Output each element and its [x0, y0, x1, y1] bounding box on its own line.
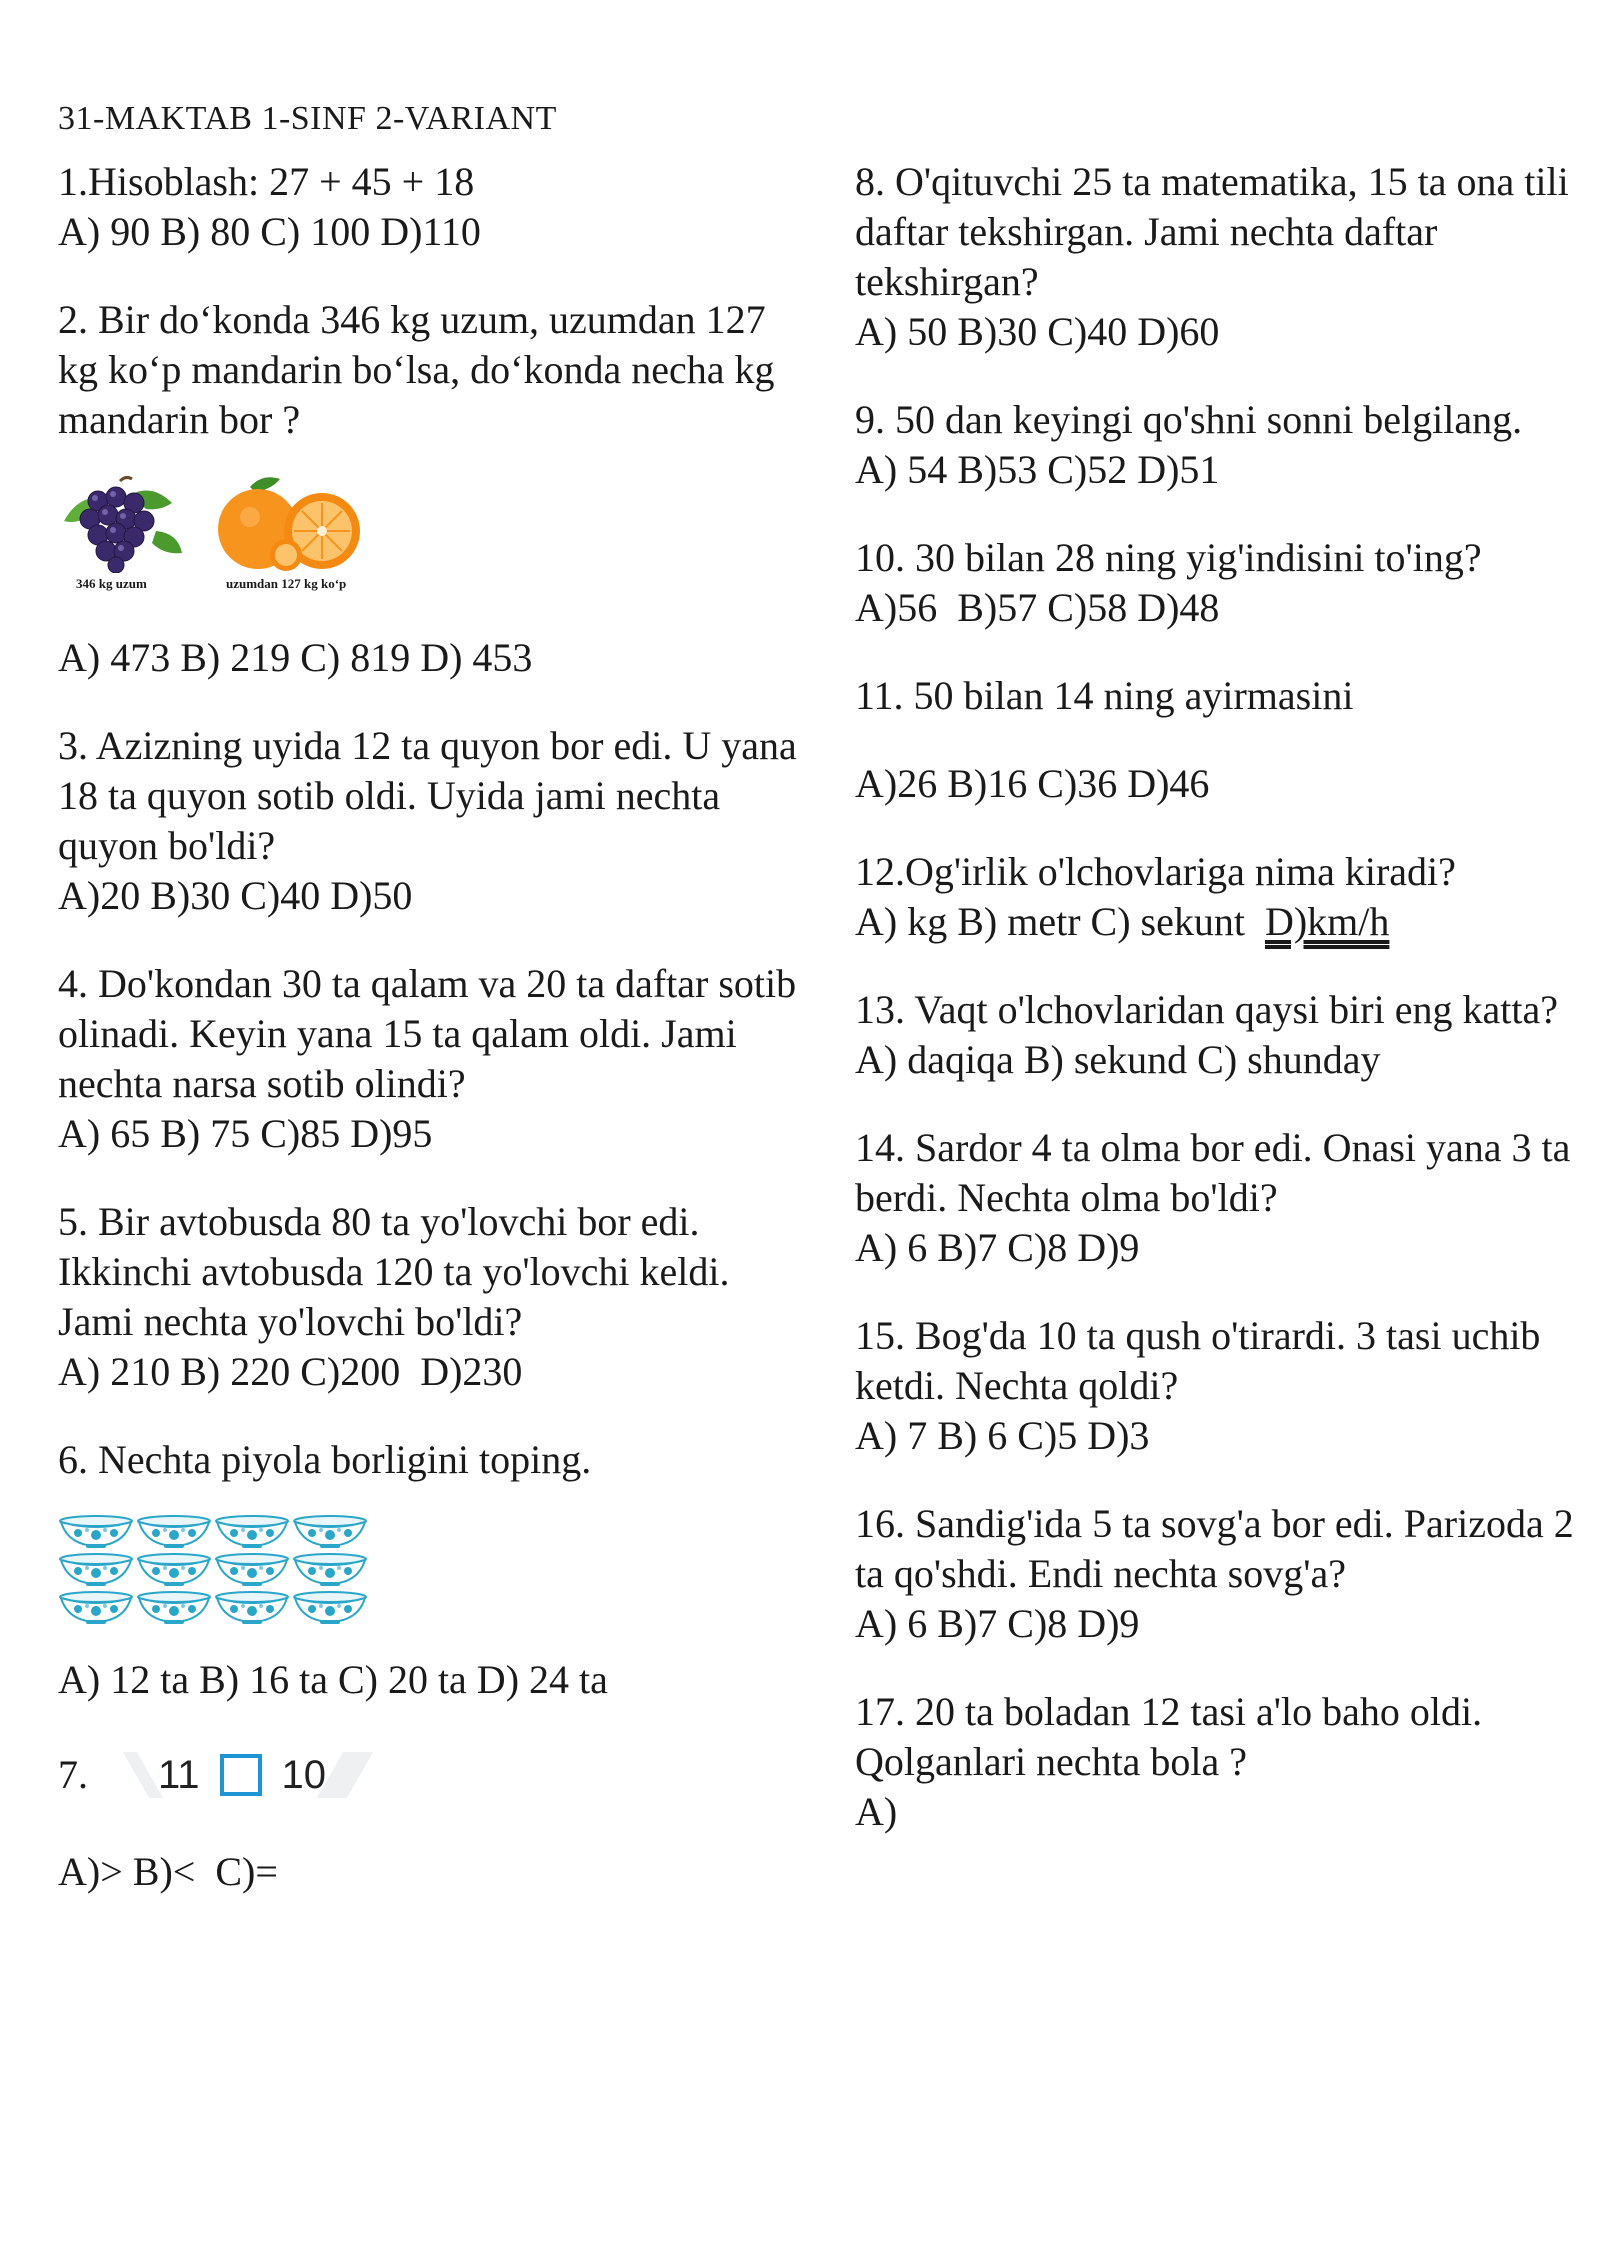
question-11: [855, 671, 1575, 809]
question-text: 5. Bir avtobusda 80 ta yo'lovchi bor edi. Ikkinchi avtobusda 120 ta yo'lovchi keldi. Jami nechta yo'lovchi bo'ldi?: [58, 1199, 730, 1344]
question-text: 16. Sandig'ida 5 ta sovg'a bor edi. Parizoda 2 ta qo'shdi. Endi nechta sovg'a?: [855, 1501, 1574, 1596]
bowls-figure: [58, 1511, 798, 1621]
answer-options: A)26 B)16 C)36 D)46: [855, 761, 1210, 806]
answer-options: A)20 B)30 C)40 D)50: [58, 873, 413, 918]
fruit-caption: 346 kg uzum: [76, 576, 147, 591]
question-text: 14. Sardor 4 ta olma bor edi. Onasi yana 3 ta berdi. Nechta olma bo'ldi?: [855, 1125, 1571, 1220]
question-16: [855, 1499, 1575, 1649]
question-text: 3. Azizning uyida 12 ta quyon bor edi. U yana 18 ta quyon sotib oldi. Uyida jami nechta quyon bo'ldi?: [58, 723, 797, 868]
answer-options: A) daqiqa B) sekund C) shunday: [855, 1037, 1381, 1082]
question-number: 7.: [58, 1752, 88, 1797]
question-9: [855, 395, 1575, 495]
question-text: 8. O'qituvchi 25 ta matematika, 15 ta ona tili daftar tekshirgan. Jami nechta daftar tekshirgan?: [855, 159, 1569, 304]
question-text: 12.Og'irlik o'lchovlariga nima kiradi?: [855, 849, 1456, 894]
compare-right-number: 10: [281, 1753, 327, 1797]
question-14: [855, 1123, 1575, 1273]
question-7-options: [58, 1847, 798, 1897]
bowl-icon: [136, 1587, 212, 1621]
answer-options: A) 473 B) 219 C) 819 D) 453: [58, 635, 533, 680]
orange-icon: [210, 473, 370, 585]
question-8: [855, 157, 1575, 357]
bowl-icon: [214, 1511, 290, 1545]
answer-options: A)> B)< C)=: [58, 1849, 278, 1894]
bowl-icon: [58, 1549, 134, 1583]
answer-options: [855, 897, 1575, 947]
question-text: 4. Do'kondan 30 ta qalam va 20 ta daftar sotib olinadi. Keyin yana 15 ta qalam oldi. Jami nechta narsa sotib olindi?: [58, 961, 797, 1106]
bowl-icon: [292, 1587, 368, 1621]
answer-options: A)56 B)57 C)58 D)48: [855, 585, 1220, 630]
question-3: [58, 721, 798, 921]
question-text: 10. 30 bilan 28 ning yig'indisini to'ing?: [855, 535, 1482, 580]
compare-left-number: 11: [158, 1753, 200, 1797]
fruit-figure: [58, 473, 798, 593]
question-2-options: [58, 633, 798, 683]
left-column: [58, 157, 798, 1935]
answer-options: A) 6 B)7 C)8 D)9: [855, 1601, 1140, 1646]
bowl-icon: [136, 1511, 212, 1545]
question-4: [58, 959, 798, 1159]
answer-options: A) 54 B)53 C)52 D)51: [855, 447, 1220, 492]
question-15: [855, 1311, 1575, 1461]
question-7: [58, 1743, 798, 1807]
answer-options: A) 12 ta B) 16 ta C) 20 ta D) 24 ta: [58, 1657, 608, 1702]
answer-options: A): [855, 1789, 898, 1834]
bowl-icon: [292, 1511, 368, 1545]
bowl-icon: [58, 1587, 134, 1621]
question-12: [855, 847, 1575, 947]
answer-options: A) 210 B) 220 C)200 D)230: [58, 1349, 523, 1394]
question-6-options: [58, 1655, 798, 1705]
right-column: [855, 157, 1575, 1875]
question-2: [58, 295, 798, 445]
bowl-icon: [136, 1549, 212, 1583]
answer-options: A) 7 B) 6 C)5 D)3: [855, 1413, 1150, 1458]
bowl-icon: [214, 1587, 290, 1621]
page-title: 31-MAKTAB 1-SINF 2-VARIANT: [58, 100, 557, 137]
answer-options: A) 50 B)30 C)40 D)60: [855, 309, 1220, 354]
question-6: [58, 1435, 798, 1485]
question-text: 11. 50 bilan 14 ning ayirmasini: [855, 673, 1354, 718]
question-17: [855, 1687, 1575, 1837]
answer-options: A) 65 B) 75 C)85 D)95: [58, 1111, 433, 1156]
answer-option-underlined: D)km/h: [1264, 899, 1390, 944]
question-text: 17. 20 ta boladan 12 tasi a'lo baho oldi. Qolganlari nechta bola ?: [855, 1689, 1483, 1784]
bowl-icon: [58, 1511, 134, 1545]
answer-options-main: A) kg B) metr C) sekunt: [855, 899, 1265, 944]
answer-options: A) 6 B)7 C)8 D)9: [855, 1225, 1140, 1270]
grapes-icon: [60, 473, 184, 585]
answer-options: A) 90 B) 80 C) 100 D)110: [58, 209, 481, 254]
question-13: [855, 985, 1575, 1085]
question-text: 2. Bir do‘konda 346 kg uzum, uzumdan 127 kg ko‘p mandarin bo‘lsa, do‘konda necha kg mandarin bor ?: [58, 297, 775, 442]
question-text: 9. 50 dan keyingi qo'shni sonni belgilang.: [855, 397, 1523, 442]
bowl-icon: [214, 1549, 290, 1583]
question-text: 1.Hisoblash: 27 + 45 + 18: [58, 159, 475, 204]
question-text: 15. Bog'da 10 ta qush o'tirardi. 3 tasi uchib ketdi. Nechta qoldi?: [855, 1313, 1541, 1408]
question-1: [58, 157, 798, 257]
answer-box: [220, 1754, 262, 1796]
fruit-caption: uzumdan 127 kg ko‘p: [226, 576, 347, 591]
bowl-icon: [292, 1549, 368, 1583]
question-text: 6. Nechta piyola borligini toping.: [58, 1437, 592, 1482]
question-text: 13. Vaqt o'lchovlaridan qaysi biri eng katta?: [855, 987, 1558, 1032]
question-10: [855, 533, 1575, 633]
question-5: [58, 1197, 798, 1397]
